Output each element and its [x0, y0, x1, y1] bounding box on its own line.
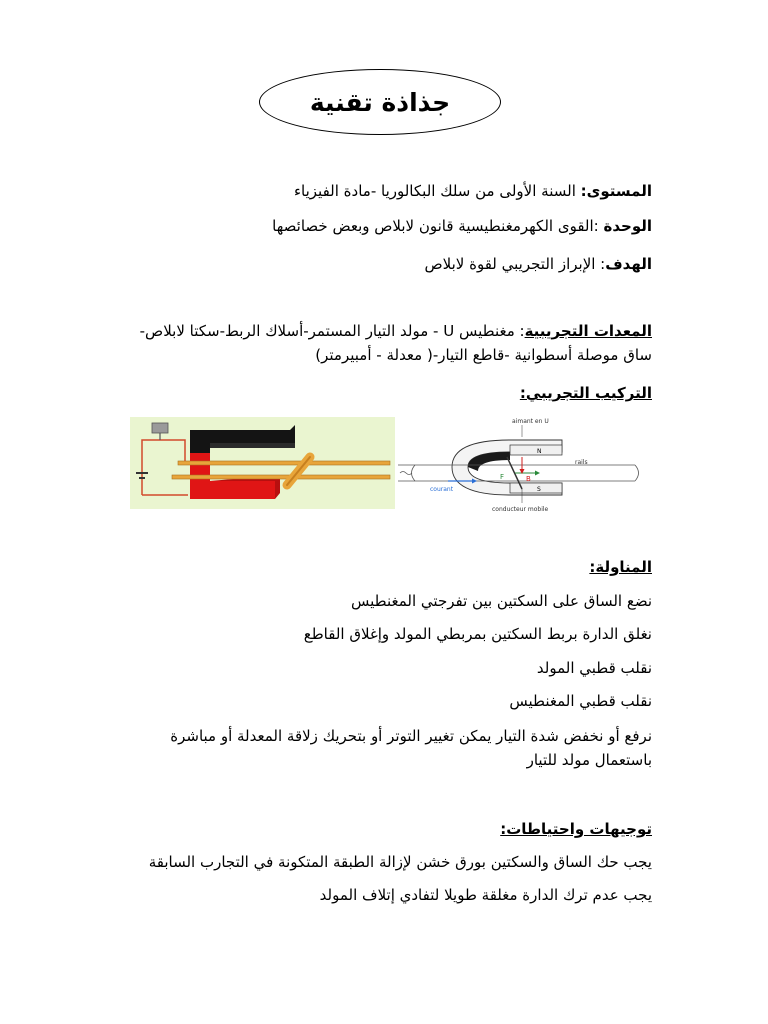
setup-schematic	[398, 418, 639, 513]
generator-symbol	[400, 472, 412, 475]
procedure-item: نقلب قطبي المولد	[536, 659, 652, 677]
procedure-heading: المناولة:	[589, 558, 652, 576]
magnet-black-arm	[210, 443, 295, 448]
tip-item: يجب حك الساق والسكتين بورق خشن لإزالة الطبقة المتكونة في التجارب السابقة	[148, 853, 652, 871]
procedure-item-last-2: باستعمال مولد للتيار	[526, 751, 652, 769]
equipment-line-1	[112, 320, 652, 342]
pole-north-block	[510, 445, 562, 455]
rail-end-right	[635, 465, 639, 481]
goal-value: : الإبراز التجريبي لقوة لابلاص	[424, 255, 606, 273]
equipment-label: المعدات التجريبية	[524, 322, 652, 340]
procedure-item-last-1: نرفع أو نخفض شدة التيار يمكن تغيير التوتر أو بتحريك زلاقة المعدلة أو مباشرة	[170, 727, 652, 745]
rails-label: rails	[575, 459, 588, 466]
pole-s-label: S	[537, 486, 541, 493]
current-label: courant	[430, 486, 454, 493]
field-label: B	[526, 475, 531, 483]
unit-label: الوحدة	[603, 217, 652, 235]
switch-icon	[152, 423, 168, 433]
setup-heading: التركيب التجريبي:	[519, 384, 652, 402]
equipment-value-1: : مغنطيس U - مولد التيار المستمر-أسلاك الربط-سكتا لابلاص-	[139, 322, 525, 340]
level-line	[112, 180, 652, 202]
setup-photo	[130, 417, 395, 509]
tips-heading: توجيهات واحتياطات:	[500, 820, 652, 838]
procedure-item: نغلق الدارة بربط السكتين بمربطي المولد وإغلاق القاطع	[303, 625, 652, 643]
conductor-label: conducteur mobile	[492, 506, 549, 513]
force-label: F	[500, 473, 505, 481]
procedure-item: نقلب قطبي المغنطيس	[509, 692, 652, 710]
equipment-value-2: ساق موصلة أسطوانية -قاطع التيار-( معدلة - أمبيرمتر)	[315, 346, 652, 364]
rail-top	[178, 461, 390, 465]
pole-n-label: N	[537, 448, 542, 455]
force-arrowhead	[535, 471, 540, 476]
title-oval	[259, 69, 501, 135]
goal-line	[112, 253, 652, 275]
level-label: المستوى:	[580, 182, 652, 200]
rail-end-left	[412, 465, 416, 481]
experiment-diagram-svg	[130, 415, 650, 515]
procedure-item: نضع الساق على السكتين بين تفرجتي المغنطيس	[351, 592, 652, 610]
unit-value: :القوى الكهرمغنطيسية قانون لابلاص وبعض خصائصها	[272, 217, 604, 235]
unit-line	[112, 215, 652, 237]
page-title: جذاذة تقنية	[309, 87, 451, 117]
magnet-label: aimant en U	[512, 418, 549, 425]
goal-label: الهدف	[605, 255, 652, 273]
experiment-diagram	[130, 415, 650, 515]
pole-south-block	[510, 483, 562, 493]
level-value: السنة الأولى من سلك البكالوريا -مادة الفيزياء	[293, 182, 581, 200]
tip-item: يجب عدم ترك الدارة مغلقة طويلا لتفادي إتلاف المولد	[319, 886, 652, 904]
rail-bottom	[172, 475, 390, 479]
equipment-line-2	[112, 344, 652, 366]
